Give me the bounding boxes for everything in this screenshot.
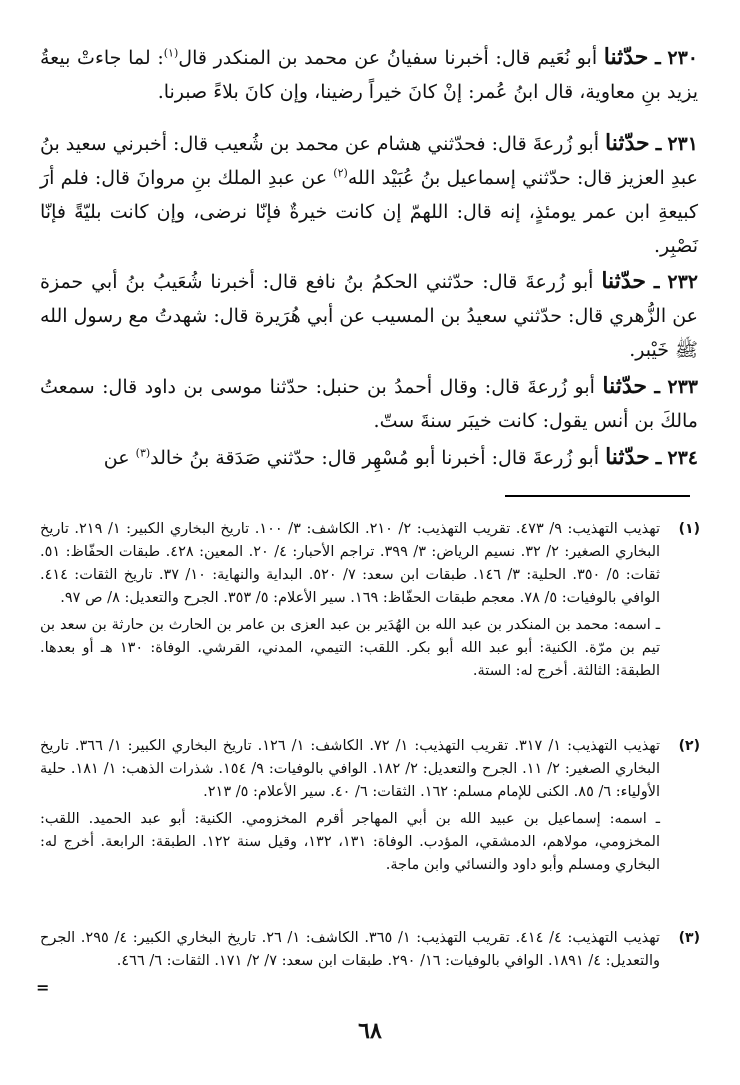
haddathana-keyword: حدّثنا — [601, 268, 646, 294]
hadith-232 — [40, 264, 698, 367]
footnote-2 — [40, 735, 700, 877]
hadith-number: ٢٣٢ — [667, 271, 698, 293]
hadith-233 — [40, 369, 698, 438]
hadith-number: ٢٣٣ — [667, 376, 698, 398]
footnote-biography: ـ اسمه: محمد بن المنكدر بن عبد الله بن الهُدَير بن عبد العزى بن عامر بن الحارث بن حارثة بن سعد بن تيم بن مرّة. الكنية: أبو عبد الله أبو بكر. اللقب: التيمي، المدني، القرشي. الوفاة: ١٣٠ هـ أو بعدها. الطبقة: الثالثة. أخرج له: الستة. — [40, 617, 660, 679]
hadith-separator: ـ — [655, 447, 662, 469]
footnote-sources — [40, 518, 700, 610]
hadith-separator: ـ — [653, 271, 660, 293]
hadith-234 — [40, 440, 698, 475]
footnote-text: تهذيب التهذيب: ٩/ ٤٧٣. تقريب التهذيب: ٢/ ٢١٠. الكاشف: ٣/ ١٠٠. تاريخ البخاري الكبير: ١/ ٢١٩. تاريخ البخاري الصغير: ٢/ ٣٢. نسيم الرياض: ٣/ ٣٩٩. تراجم الأحبار: ٤/ ٢٠. المعين: ٤٢٨. طبقات الحفّاظ: ٥١. ثقات: ٥/ ٣٥٠. الحلية: ٣/ ١٤٦. طبقات ابن سعد: ٧/ ٥٢٠. البداية والنهاية: ١٠/ ٣٧. تاريخ الثقات: ٤١٤. الوافي بالوفيات: ٥/ ٧٨. معجم طبقات الحفّاظ: ١٦٩. سير الأعلام: ٥/ ٣٥٣. الجرح والتعديل: ٨/ ص ٩٧. — [40, 521, 661, 606]
footnote-1 — [40, 518, 700, 683]
hadith-text-continued: عن — [103, 447, 136, 469]
hadith-separator: ـ — [654, 376, 660, 398]
footnote-number: (٢) — [678, 738, 700, 754]
page-number: ٦٨ — [358, 1018, 382, 1044]
haddathana-keyword: حدّثنا — [602, 373, 647, 399]
hadith-231 — [40, 126, 698, 263]
footnote-number: (١) — [678, 521, 700, 537]
footnote-text: تهذيب التهذيب: ٤/ ٤١٤. تقريب التهذيب: ١/ ٣٦٥. الكاشف: ١/ ٢٦. تاريخ البخاري الكبير: ٤/ ٢٩٥. الجرح والتعديل: ٤/ ١٨٩١. الوافي بالوفيات: ١٦/ ٢٩٠. طبقات ابن سعد: ٧/ ٢/ ١٧١. الثقات: ٦/ ٤٦٦. — [40, 930, 660, 969]
footnote-3 — [40, 927, 700, 973]
hadith-text-continued: عن عبدِ الملك بنِ مروانَ قال: فلم أرَ كبيعةِ ابن عمر يومئذٍ، إنه قال: اللهمّ إن كانت خيرةٌ فإنّا نرضى، وإن كانت بليّةً فإنّا نَصْبِر. — [40, 167, 698, 257]
hadith-230 — [40, 40, 698, 109]
footnote-sources — [40, 927, 700, 973]
haddathana-keyword: حدّثنا — [605, 444, 650, 470]
hadith-text: أبو زُرعةَ قال: وقال أحمدُ بن حنبل: حدّثنا موسى بن داود قال: سمعتُ مالكَ بن أنس يقول: كانت خيبَر سنةَ ستّ. — [40, 376, 698, 432]
footnote-divider — [505, 495, 690, 497]
footnote-ref: (٢) — [333, 166, 348, 180]
hadith-separator: ـ — [655, 133, 662, 155]
hadith-separator: ـ — [655, 47, 661, 69]
footnote-ref: (١) — [163, 46, 179, 60]
hadith-number: ٢٣٤ — [667, 447, 698, 469]
footnote-sources — [40, 735, 700, 804]
footnote-number: (٣) — [678, 930, 700, 946]
haddathana-keyword: حدّثنا — [603, 44, 649, 70]
hadith-text: أبو زُرعةَ قال: فحدّثني هشام عن محمد بن شُعيب قال: أخبرني سعيد بنُ عبدِ العزيز قال: حدّثني إسماعيل بنُ عُبَيْد الله — [40, 133, 699, 189]
hadith-text: أبو زُرعةَ قال: حدّثني الحكمُ بنُ نافع قال: أخبرنا شُعَيبُ بنُ أبي حمزة عن الزُّهري قال: حدّثني سعيدُ بن المسيب عن أبي هُرَيرة قال: شهدتُ مع رسول الله ﷺ خَيْبر. — [40, 271, 698, 361]
hadith-number: ٢٣١ — [667, 133, 698, 155]
footnote-biography: ـ اسمه: إسماعيل بن عبيد الله بن أبي المهاجر أقرم المخزومي. الكنية: أبو عبد الحميد. اللقب: المخزومي، مولاهم، الدمشقي، المؤدب. الوفاة: ١٣١، ١٣٢، وقيل سنة ١٢٢. الطبقة: الرابعة. أخرج له: البخاري ومسلم وأبو داود والنسائي وابن ماجة. — [40, 811, 660, 873]
hadith-text-continued: : لما جاءتْ بيعةُ يزيد بنِ معاوية، قال ابنُ عُمر: إنْ كانَ خيراً رضينا، وإن كانَ بلاءً صبرنا. — [40, 47, 698, 103]
footnote-text: تهذيب التهذيب: ١/ ٣١٧. تقريب التهذيب: ١/ ٧٢. الكاشف: ١/ ١٢٦. تاريخ البخاري الكبير: ١/ ٣٦٦. تاريخ البخاري الصغير: ٢/ ١١. الجرح والتعديل: ٢/ ١٨٢. الوافي بالوفيات: ٩/ ١٥٤. شذرات الذهب: ١/ ١٨١. حلية الأولياء: ٦/ ٨٥. الكنى للإمام مسلم: ١٦٢. الثقات: ٦/ ٤٠. سير الأعلام: ٥/ ٢١٣. — [40, 738, 661, 800]
continuation-mark: = — [36, 978, 50, 997]
haddathana-keyword: حدّثنا — [605, 130, 650, 156]
footnote-ref: (٣) — [135, 446, 151, 460]
hadith-number: ٢٣٠ — [667, 47, 698, 69]
hadith-text: أبو زُرعةَ قال: أخبرنا أبو مُسْهِر قال: حدّثني صَدَقة بنُ خالد — [150, 447, 600, 469]
hadith-text: أبو نُعَيم قال: أخبرنا سفيانُ عن محمد بن المنكدر قال — [178, 47, 598, 69]
